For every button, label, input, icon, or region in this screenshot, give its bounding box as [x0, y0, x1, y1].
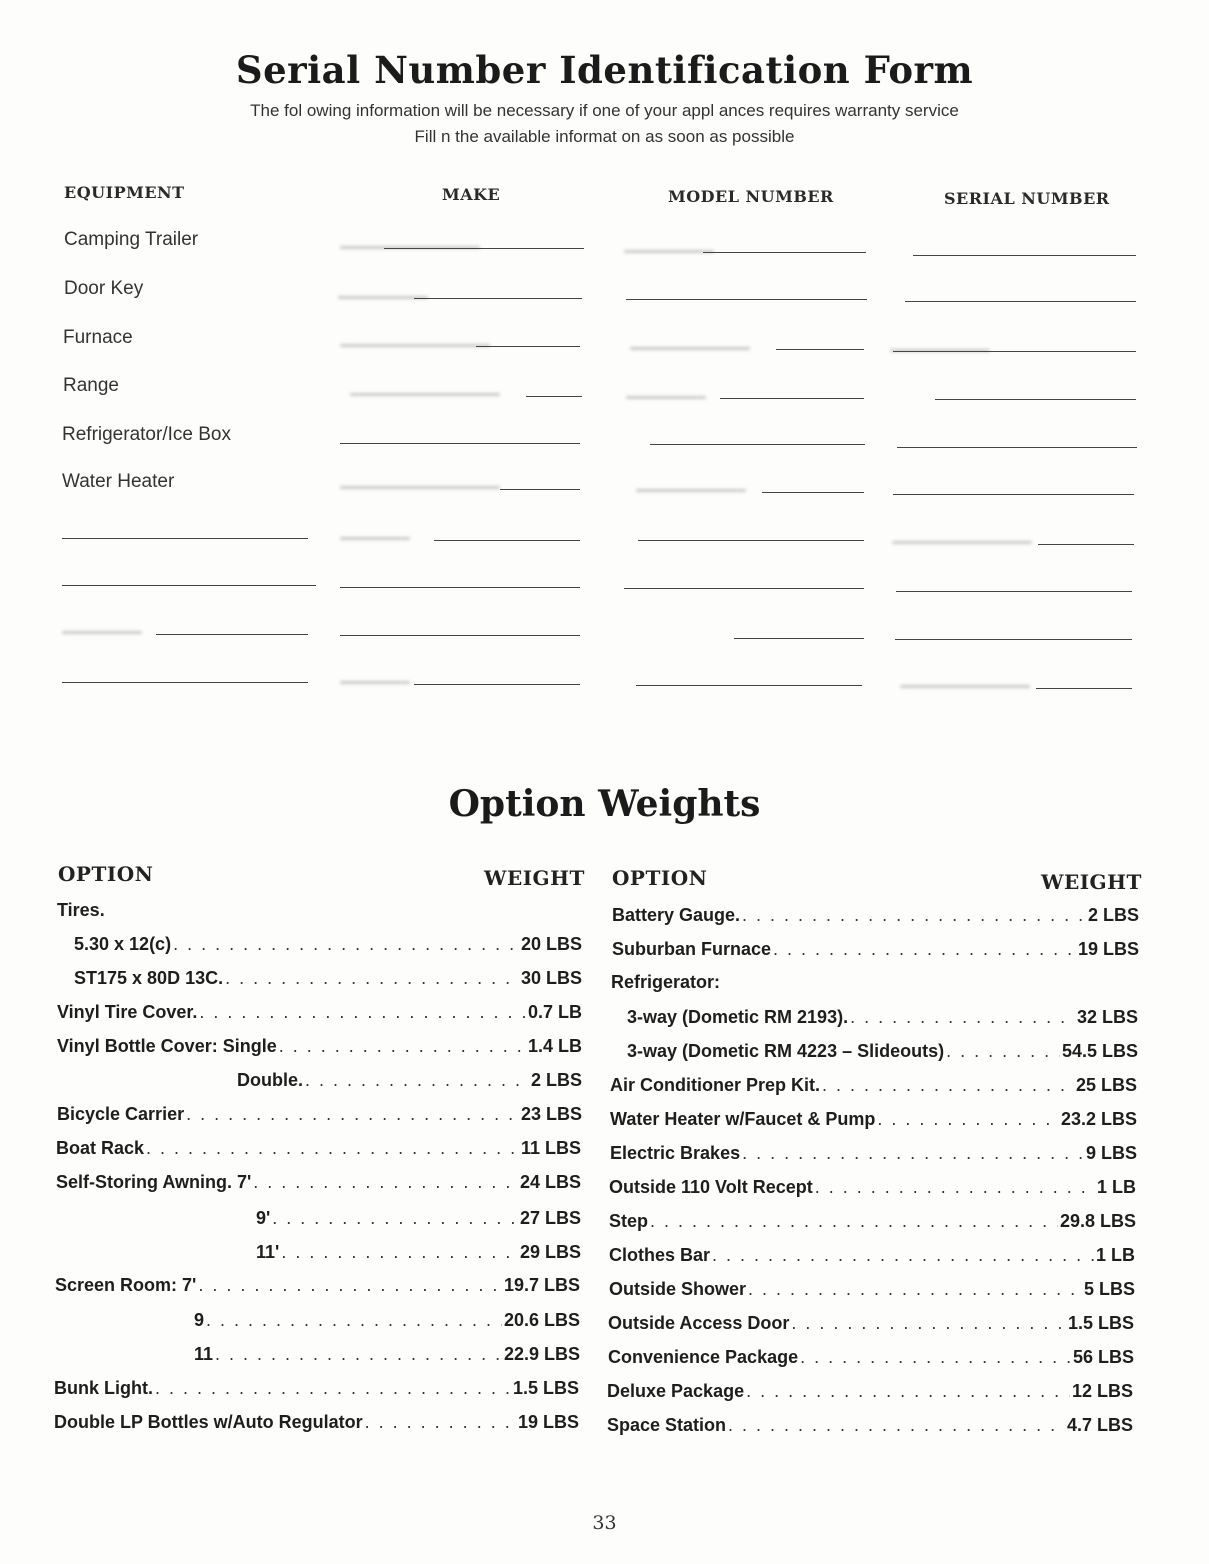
option-row: Double LP Bottles w/Auto Regulator . . . 19 LBS [54, 1412, 579, 1433]
equipment-label: Range [63, 375, 119, 396]
page-number: 33 [592, 1512, 617, 1534]
option-row: Suburban Furnace . . . 19 LBS [612, 939, 1139, 960]
option-row: 11 . . . 22.9 LBS [194, 1344, 580, 1365]
option-row: Self-Storing Awning. 7' . . . 24 LBS [56, 1172, 581, 1193]
option-row: Outside 110 Volt Recept . . . 1 LB [609, 1177, 1136, 1198]
equipment-label: Water Heater [62, 471, 175, 492]
option-row: Outside Shower . . . 5 LBS [609, 1279, 1135, 1300]
equipment-label: Refrigerator/Ice Box [62, 424, 231, 445]
option-row: Convenience Package . . . 56 LBS [608, 1347, 1134, 1368]
option-row: Air Conditioner Prep Kit. . . . 25 LBS [610, 1075, 1137, 1096]
left-weight-header: WEIGHT [484, 866, 585, 890]
option-row: Clothes Bar . . . 1 LB [609, 1245, 1135, 1266]
option-row: Refrigerator: [611, 972, 721, 992]
option-row: Deluxe Package . . . 12 LBS [607, 1381, 1133, 1402]
option-row: Battery Gauge. . . . 2 LBS [612, 905, 1139, 926]
option-row: 9 . . . 20.6 LBS [194, 1310, 580, 1331]
right-weight-header: WEIGHT [1041, 870, 1142, 894]
option-row: Bicycle Carrier . . . 23 LBS [57, 1104, 582, 1125]
option-row: Step . . . 29.8 LBS [609, 1211, 1136, 1232]
option-row: Boat Rack . . . 11 LBS [56, 1138, 581, 1159]
option-row: Bunk Light. . . . 1.5 LBS [54, 1378, 579, 1399]
option-row: 11' . . . 29 LBS [256, 1242, 581, 1263]
option-row: Screen Room: 7' . . . 19.7 LBS [55, 1275, 580, 1296]
option-row: Vinyl Tire Cover. . . . 0.7 LB [57, 1002, 582, 1023]
equipment-label: Camping Trailer [64, 229, 199, 250]
option-row: Tires. [57, 900, 105, 920]
option-row: Double. . . . 2 LBS [237, 1070, 582, 1091]
equipment-label: Door Key [64, 278, 144, 299]
option-row: ST175 x 80D 13C. . . . 30 LBS [74, 968, 582, 989]
left-option-header: OPTION [58, 862, 154, 886]
option-row: 3-way (Dometic RM 4223 – Slideouts) . . . 54.5 LBS [627, 1041, 1138, 1062]
header-serial-number: SERIAL NUMBER [944, 189, 1110, 208]
intro-line-1: The fol owing information will be necessary if one of your appl ances requires warranty service [250, 101, 959, 120]
option-row: Space Station . . . 4.7 LBS [607, 1415, 1133, 1436]
option-row: Outside Access Door . . . 1.5 LBS [608, 1313, 1134, 1334]
serial-form-title: Serial Number Identification Form [235, 48, 974, 92]
option-row: 3-way (Dometic RM 2193). . . . 32 LBS [627, 1007, 1138, 1028]
option-row: Vinyl Bottle Cover: Single . . . 1.4 LB [57, 1036, 582, 1057]
option-row: Water Heater w/Faucet & Pump . . . 23.2 LBS [610, 1109, 1137, 1130]
option-row: Electric Brakes . . . 9 LBS [610, 1143, 1137, 1164]
intro-line-2: Fill n the available informat on as soon as possible [414, 127, 795, 146]
right-option-header: OPTION [612, 866, 708, 890]
header-model-number: MODEL NUMBER [668, 187, 834, 206]
option-row: 9' . . . 27 LBS [256, 1208, 581, 1229]
option-row: 5.30 x 12(c) . . . 20 LBS [74, 934, 582, 955]
header-equipment: EQUIPMENT [64, 183, 185, 202]
option-weights-title: Option Weights [448, 783, 761, 825]
equipment-label: Furnace [63, 327, 133, 348]
header-make: MAKE [442, 185, 501, 204]
